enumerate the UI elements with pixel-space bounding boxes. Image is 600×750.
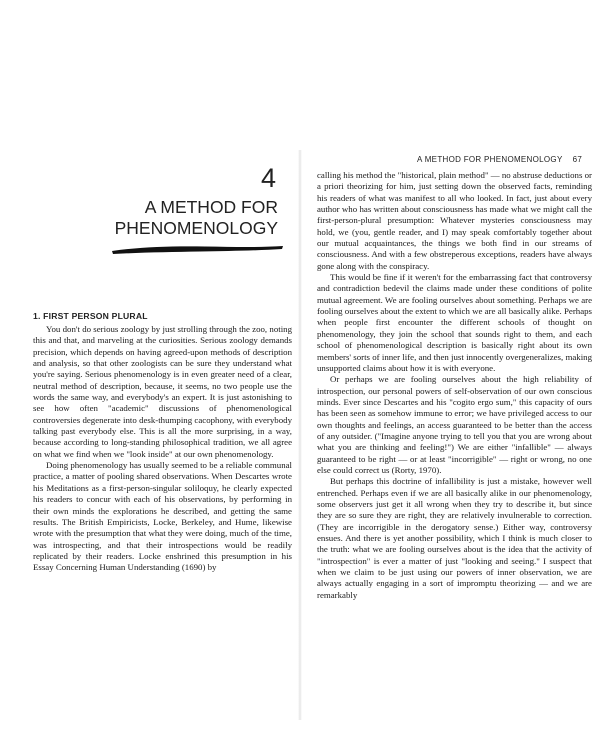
body-paragraph: Doing phenomenology has usually seemed to be a reliable communal practice, a matter of pooling shared observations. When Descartes wrote his Meditations as a first-person-singular soliloquy, he clearly expected his readers to concur with each of his observations, by performing in their own minds the explorations he described, and getting the same results. The British Empiricists, Locke, Berkeley, and Hume, likewise wrote with the presumption that what they were doing, much of the time, was introspecting, and that their introspections would be readily replicated by their readers. Locke enshrined this presumption in his Essay Concerning Human Understanding (1690) by	[33, 460, 292, 573]
chapter-title: A METHOD FOR PHENOMENOLOGY	[114, 197, 278, 238]
right-page	[302, 0, 600, 750]
body-paragraph: You don't do serious zoology by just strolling through the zoo, noting this and that, and marveling at the curiosities. Serious zoology demands precision, which depends on having agreed-upon methods of description and analysis, so that other zoologists can be sure they understand what you're saying. Serious phenomenology is in even greater need of a clear, neutral method of description, because, it seems, no two people use the words the same way, and everybody's an expert. It is just astonishing to see how often "academic" discussions of phenomenological controversies degenerate into desk-thumping cacophony, with everybody talking past everybody else. This is all the more surprising, in a way, because according to long-standing philosophical tradition, we all agree on what we find when we "look inside" at our own phenomenology.	[33, 324, 292, 459]
section-heading: 1. FIRST PERSON PLURAL	[33, 311, 148, 321]
running-head	[417, 155, 582, 164]
right-body-text	[317, 170, 592, 601]
brush-stroke-ornament	[110, 238, 285, 258]
body-paragraph: This would be fine if it weren't for the embarrassing fact that controversy and contradiction bedevil the claims made under these conditions of polite mutual agreement. We are fooling ourselves about something. Perhaps we are fooling ourselves about the extent to which we are all basically alike. Perhaps when people first encounter the different schools of thought on phenomenology, they join the school that sounds right to them, and each school of phenomenological description is basically right about its own members' sorts of inner life, and then just innocently overgeneralizes, making unsupported claims about how it is with everyone.	[317, 272, 592, 373]
brush-stroke-path	[112, 246, 283, 254]
body-paragraph: calling his method the "historical, plain method" — no abstruse deductions or a priori theorizing for him, just setting down the observed facts, reminding his readers of what was manifest to all who looked. In fact, just about every author who has written about consciousness has made what we might call the first-person-plural presumption: Whatever mysteries consciousness may hold, we (you, gentle reader, and I) may speak comfortably together about our mutual acquaintances, the things we both find in our streams of consciousness. And with a few obstreperous exceptions, readers have always gone along with the conspiracy.	[317, 170, 592, 271]
body-paragraph: Or perhaps we are fooling ourselves about the high reliability of introspection, our personal powers of self-observation of our own conscious minds. Ever since Descartes and his "cogito ergo sum," this capacity of ours has been seen as somehow immune to error; we have privileged access to our own thoughts and feelings, an access guaranteed to be better than the access of any outsider. ("Imagine anyone trying to tell you that you are wrong about what you are thinking and feeling!") We are either "infallible" — always guaranteed to be right — or at least "incorrigible" — right or wrong, no one else could correct us (Rorty, 1970).	[317, 374, 592, 475]
running-head-title: A METHOD FOR PHENOMENOLOGY	[417, 155, 563, 164]
left-body-text	[33, 324, 292, 574]
body-paragraph: But perhaps this doctrine of infallibility is just a mistake, however well entrenched. Perhaps even if we are all basically alike in our phenomenology, some observers just get it all wrong when they try to describe it, but since they are so sure they are right, they are relatively invulnerable to correction. (They are incorrigible in the derogatory sense.) Either way, controversy ensues. And there is yet another possibility, which I think is much closer to the truth: what we are fooling ourselves about is the idea that the activity of "introspection" is ever a matter of just "looking and seeing." I suspect that when we claim to be just using our powers of inner observation, we are always actually engaging in a sort of impromptu theorizing — and we are remarkably	[317, 476, 592, 600]
chapter-number: 4	[260, 163, 276, 193]
page-number: 67	[572, 155, 583, 164]
